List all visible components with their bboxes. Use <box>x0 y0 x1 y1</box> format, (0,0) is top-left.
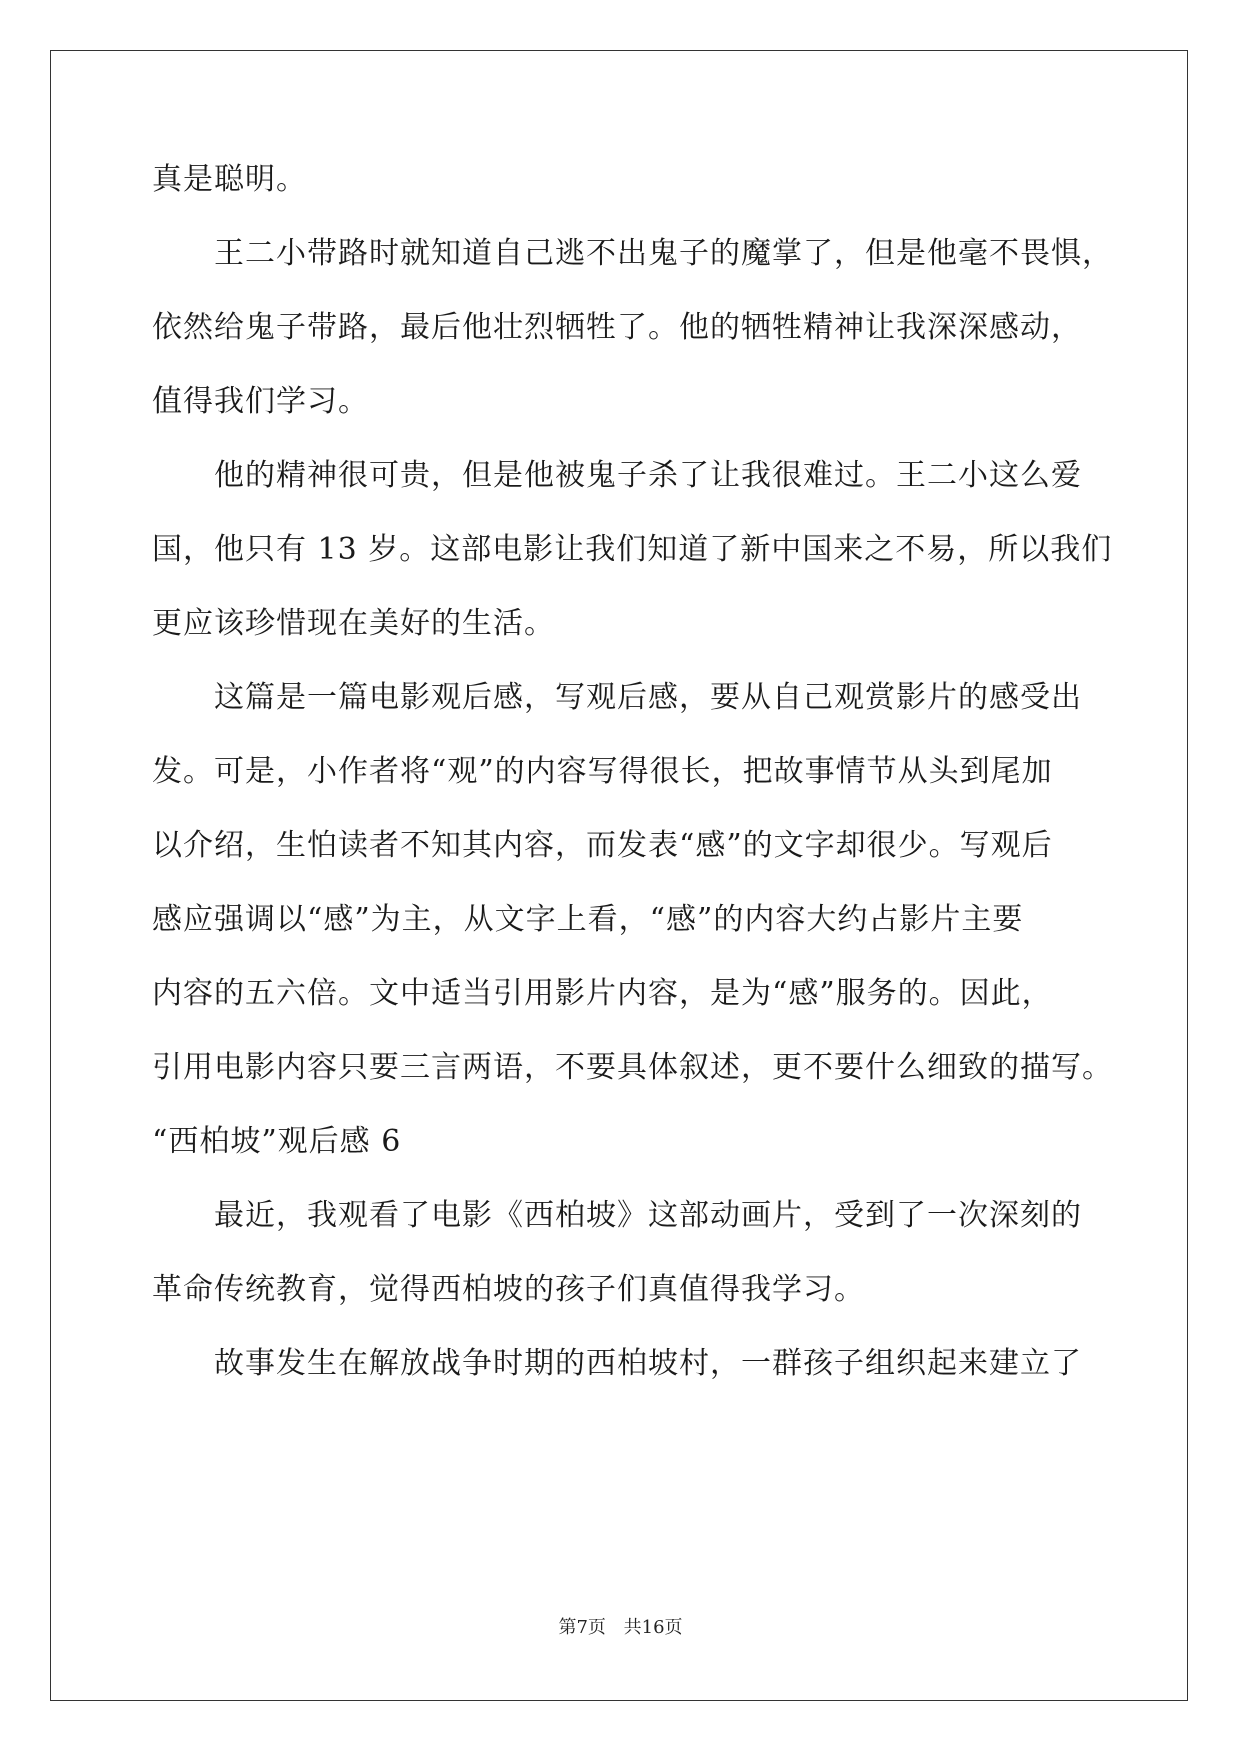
paragraph-start-line: 王二小带路时就知道自己逃不出鬼子的魔掌了，但是他毫不畏惧， <box>214 236 1113 271</box>
text-line: 真是聪明。 <box>152 162 307 197</box>
page-number-total: 共16页 <box>623 1617 683 1638</box>
text-line: 以介绍，生怕读者不知其内容，而发表“感”的文字却很少。写观后 <box>152 828 1053 863</box>
text-line: 内容的五六倍。文中适当引用影片内容，是为“感”服务的。因此， <box>152 976 1053 1011</box>
paragraph-start-line: 最近，我观看了电影《西柏坡》这部动画片，受到了一次深刻的 <box>214 1198 1082 1233</box>
paragraph-start-line: 他的精神很可贵，但是他被鬼子杀了让我很难过。王二小这么爱 <box>214 458 1082 493</box>
text-line: 值得我们学习。 <box>152 384 369 419</box>
page-footer <box>0 1616 1241 1640</box>
text-line: 引用电影内容只要三言两语，不要具体叙述，更不要什么细致的描写。 <box>152 1050 1113 1085</box>
paragraph-start-line: 这篇是一篇电影观后感，写观后感，要从自己观赏影片的感受出 <box>214 680 1082 715</box>
text-line: 国，他只有 13 岁。这部电影让我们知道了新中国来之不易，所以我们 <box>152 532 1113 567</box>
section-heading: “西柏坡”观后感 6 <box>152 1124 402 1159</box>
paragraph-start-line: 故事发生在解放战争时期的西柏坡村，一群孩子组织起来建立了 <box>214 1346 1082 1381</box>
page-number-current: 第7页 <box>558 1617 606 1638</box>
text-line: 发。可是，小作者将“观”的内容写得很长，把故事情节从头到尾加 <box>152 754 1053 789</box>
page-frame <box>50 50 1188 1701</box>
text-line: 依然给鬼子带路，最后他壮烈牺牲了。他的牺牲精神让我深深感动， <box>152 310 1082 345</box>
text-line: 更应该珍惜现在美好的生活。 <box>152 606 555 641</box>
text-line: 革命传统教育，觉得西柏坡的孩子们真值得我学习。 <box>152 1272 865 1307</box>
text-line: 感应强调以“感”为主，从文字上看，“感”的内容大约占影片主要 <box>152 902 1024 937</box>
